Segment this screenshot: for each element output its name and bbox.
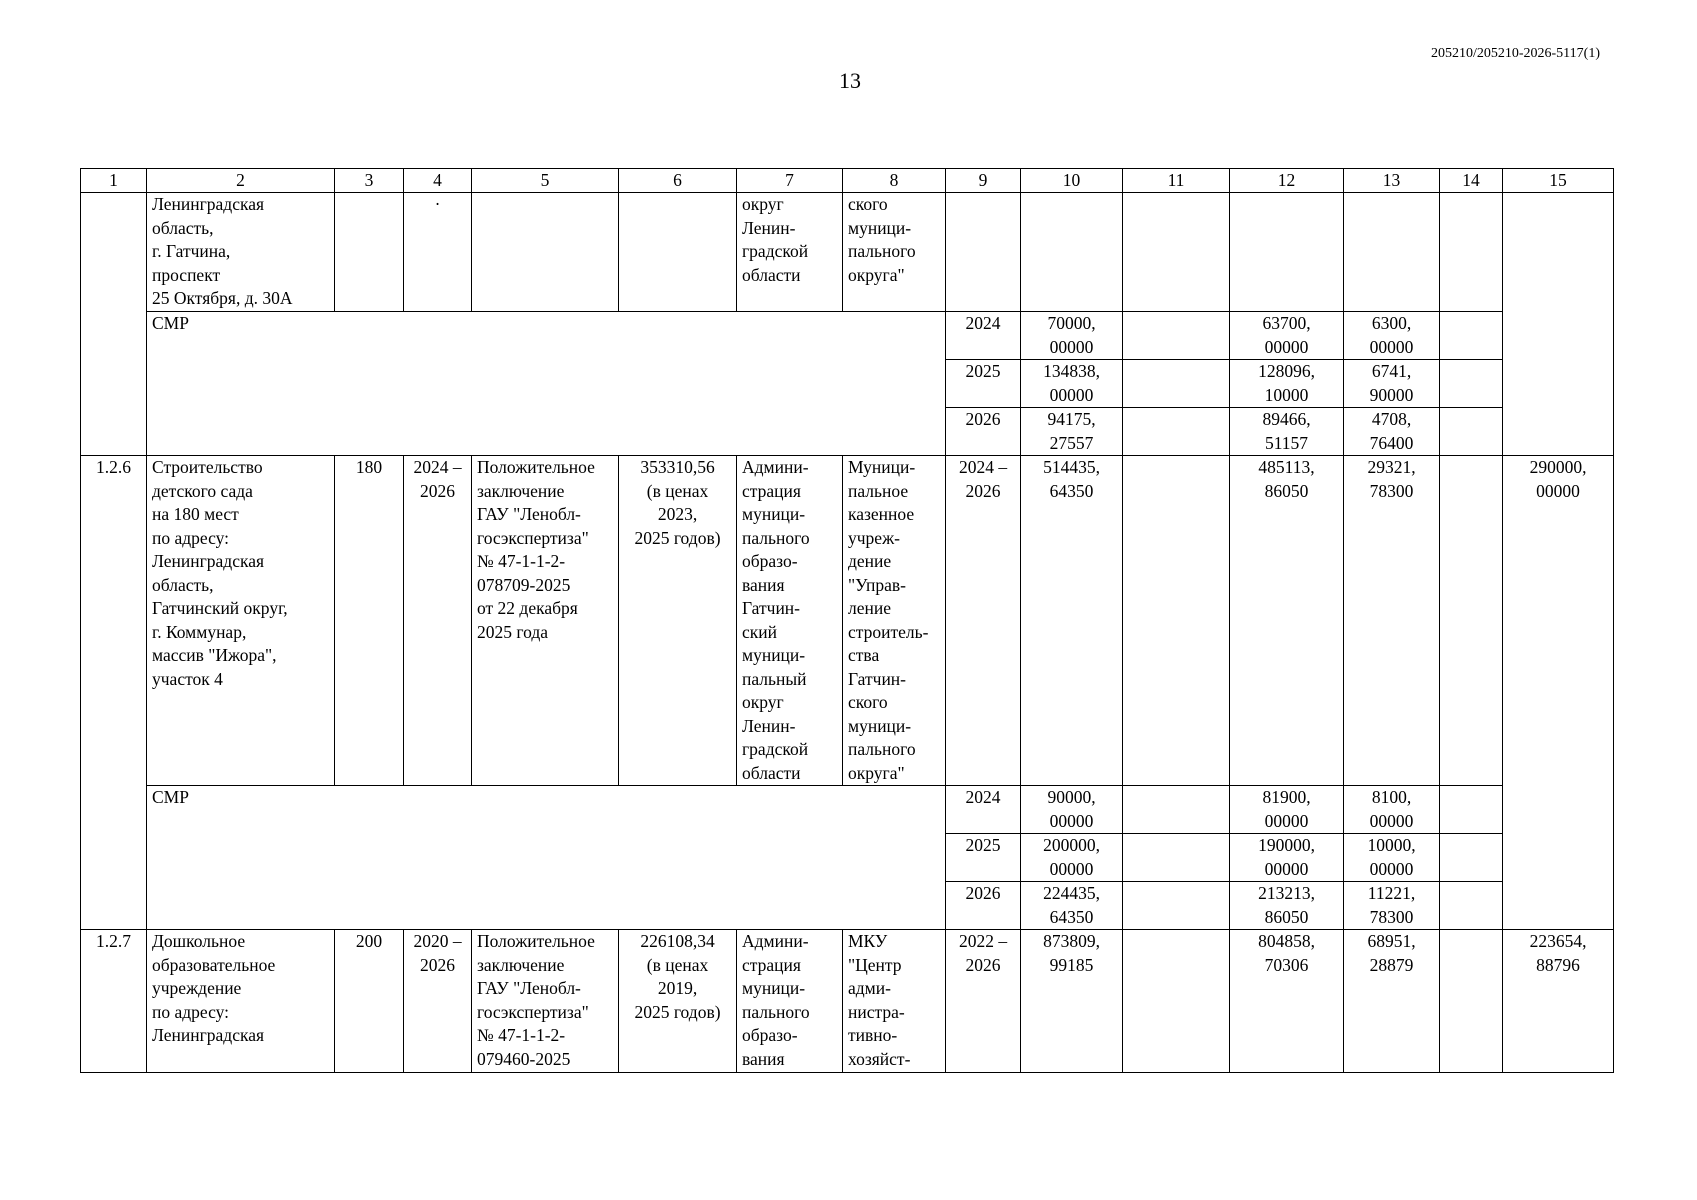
- column-header: 15: [1503, 169, 1614, 193]
- col14-cell: [1440, 456, 1503, 786]
- col13-cell: 6300, 00000: [1344, 312, 1440, 360]
- expertise-cell: Положительное заключение ГАУ "Ленобл- госэкспертиза" № 47-1-1-2- 079460-2025: [472, 930, 619, 1073]
- customer-cell: Админи- страция муници- пального образо- вания: [737, 930, 843, 1073]
- column-header: 12: [1230, 169, 1344, 193]
- col13-cell: 68951, 28879: [1344, 930, 1440, 1073]
- col15-cell: 290000, 00000: [1503, 456, 1614, 786]
- year-cell: 2024: [946, 786, 1021, 834]
- developer-cell: Муници- пальное казенное учреж- дение "Управ- ление строитель- ства Гатчин- ского муници- пального округа": [843, 456, 946, 786]
- col14-cell: [1440, 193, 1503, 312]
- document-id: 205210/205210-2026-5117(1): [1430, 46, 1600, 61]
- years-cell: 2024 – 2026: [946, 456, 1021, 786]
- column-header: 8: [843, 169, 946, 193]
- total-cell: 873809, 99185: [1021, 930, 1123, 1073]
- object-name-cell: Строительство детского сада на 180 мест по адресу: Ленинградская область, Гатчинский округ, г. Коммунар, массив "Ижора", участок 4: [147, 456, 335, 786]
- col11-cell: [1123, 408, 1230, 456]
- year-cell: 2024: [946, 312, 1021, 360]
- col11-cell: [1123, 834, 1230, 882]
- col13-cell: 4708, 76400: [1344, 408, 1440, 456]
- cost-cell: 353310,56 (в ценах 2023, 2025 годов): [619, 456, 737, 786]
- expertise-cell: [472, 193, 619, 312]
- year-cell: 2025: [946, 360, 1021, 408]
- col12-cell: 89466, 51157: [1230, 408, 1344, 456]
- object-name-cell: Ленинградская область, г. Гатчина, проспект 25 Октября, д. 30А: [147, 193, 335, 312]
- col14-cell: [1440, 834, 1503, 882]
- col15-cell: [1503, 882, 1614, 930]
- table-row: [81, 930, 1614, 1073]
- total-cell: 90000, 00000: [1021, 786, 1123, 834]
- table-row: [81, 786, 1614, 834]
- column-header: 13: [1344, 169, 1440, 193]
- capacity-cell: 200: [335, 930, 404, 1073]
- column-header: 1: [81, 169, 147, 193]
- column-header: 7: [737, 169, 843, 193]
- col11-cell: [1123, 312, 1230, 360]
- customer-cell: округ Ленин- градской области: [737, 193, 843, 312]
- col12-cell: 190000, 00000: [1230, 834, 1344, 882]
- row-number-cell: [81, 834, 147, 882]
- row-number-cell: [81, 786, 147, 834]
- col14-cell: [1440, 360, 1503, 408]
- col14-cell: [1440, 408, 1503, 456]
- smr-label-cell: СМР: [147, 786, 946, 930]
- row-number-cell: [81, 360, 147, 408]
- total-cell: 94175, 27557: [1021, 408, 1123, 456]
- row-number-cell: [81, 193, 147, 312]
- col13-cell: 6741, 90000: [1344, 360, 1440, 408]
- col14-cell: [1440, 882, 1503, 930]
- col13-cell: 29321, 78300: [1344, 456, 1440, 786]
- year-cell: 2026: [946, 882, 1021, 930]
- period-cell: 2020 – 2026: [404, 930, 472, 1073]
- col14-cell: [1440, 786, 1503, 834]
- total-cell: 514435, 64350: [1021, 456, 1123, 786]
- column-header: 14: [1440, 169, 1503, 193]
- table-row: [81, 312, 1614, 360]
- col12-cell: 213213, 86050: [1230, 882, 1344, 930]
- col15-cell: [1503, 193, 1614, 312]
- column-header: 4: [404, 169, 472, 193]
- row-number-cell: [81, 882, 147, 930]
- total-cell: 200000, 00000: [1021, 834, 1123, 882]
- developer-cell: МКУ "Центр адми- нистра- тивно- хозяйст-: [843, 930, 946, 1073]
- col13-cell: 11221, 78300: [1344, 882, 1440, 930]
- col15-cell: [1503, 312, 1614, 360]
- cost-cell: [619, 193, 737, 312]
- col11-cell: [1123, 456, 1230, 786]
- col13-cell: 10000, 00000: [1344, 834, 1440, 882]
- col11-cell: [1123, 786, 1230, 834]
- cost-cell: 226108,34 (в ценах 2019, 2025 годов): [619, 930, 737, 1073]
- object-name-cell: Дошкольное образовательное учреждение по адресу: Ленинградская: [147, 930, 335, 1073]
- year-cell: 2025: [946, 834, 1021, 882]
- col13-cell: [1344, 193, 1440, 312]
- column-header: 2: [147, 169, 335, 193]
- col12-cell: [1230, 193, 1344, 312]
- column-number-header-row: [81, 169, 1614, 193]
- period-cell: ·: [404, 193, 472, 312]
- col11-cell: [1123, 360, 1230, 408]
- total-cell: [1021, 193, 1123, 312]
- col14-cell: [1440, 930, 1503, 1073]
- col11-cell: [1123, 193, 1230, 312]
- col15-cell: [1503, 786, 1614, 834]
- year-cell: 2026: [946, 408, 1021, 456]
- col11-cell: [1123, 930, 1230, 1073]
- smr-label-cell: СМР: [147, 312, 946, 456]
- investment-objects-table: [80, 168, 1614, 1073]
- col13-cell: 8100, 00000: [1344, 786, 1440, 834]
- capacity-cell: [335, 193, 404, 312]
- col15-cell: [1503, 360, 1614, 408]
- row-number-cell: [81, 408, 147, 456]
- col15-cell: [1503, 408, 1614, 456]
- col12-cell: 81900, 00000: [1230, 786, 1344, 834]
- row-number-cell: 1.2.6: [81, 456, 147, 786]
- col12-cell: 128096, 10000: [1230, 360, 1344, 408]
- years-cell: [946, 193, 1021, 312]
- column-header: 11: [1123, 169, 1230, 193]
- table-row: [81, 456, 1614, 786]
- expertise-cell: Положительное заключение ГАУ "Ленобл- госэкспертиза" № 47-1-1-2- 078709-2025 от 22 декабря 2025 года: [472, 456, 619, 786]
- col12-cell: 485113, 86050: [1230, 456, 1344, 786]
- period-cell: 2024 – 2026: [404, 456, 472, 786]
- page-number: 13: [839, 68, 861, 93]
- total-cell: 224435, 64350: [1021, 882, 1123, 930]
- col11-cell: [1123, 882, 1230, 930]
- capacity-cell: 180: [335, 456, 404, 786]
- col12-cell: 63700, 00000: [1230, 312, 1344, 360]
- col15-cell: [1503, 834, 1614, 882]
- col14-cell: [1440, 312, 1503, 360]
- row-number-cell: 1.2.7: [81, 930, 147, 1073]
- years-cell: 2022 – 2026: [946, 930, 1021, 1073]
- col15-cell: 223654, 88796: [1503, 930, 1614, 1073]
- developer-cell: ского муници- пального округа": [843, 193, 946, 312]
- column-header: 6: [619, 169, 737, 193]
- column-header: 5: [472, 169, 619, 193]
- customer-cell: Админи- страция муници- пального образо- вания Гатчин- ский муници- пальный округ Ленин- градской области: [737, 456, 843, 786]
- column-header: 9: [946, 169, 1021, 193]
- col12-cell: 804858, 70306: [1230, 930, 1344, 1073]
- total-cell: 134838, 00000: [1021, 360, 1123, 408]
- column-header: 10: [1021, 169, 1123, 193]
- total-cell: 70000, 00000: [1021, 312, 1123, 360]
- row-number-cell: [81, 312, 147, 360]
- table-row: [81, 193, 1614, 312]
- column-header: 3: [335, 169, 404, 193]
